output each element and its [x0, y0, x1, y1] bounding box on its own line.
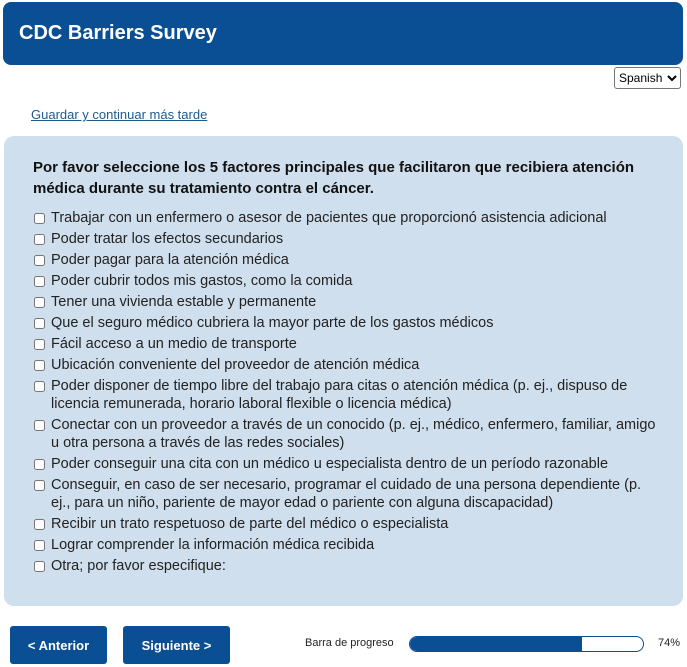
option-checkbox[interactable]: [34, 234, 45, 245]
survey-title: CDC Barriers Survey: [19, 22, 217, 44]
option-item[interactable]: [34, 356, 664, 374]
option-item[interactable]: [34, 377, 664, 413]
options-list: [34, 209, 664, 578]
next-button[interactable]: Siguiente >: [123, 626, 230, 664]
progress-bar: [409, 636, 644, 652]
option-item[interactable]: [34, 416, 664, 452]
option-checkbox[interactable]: [34, 255, 45, 266]
option-item[interactable]: [34, 536, 664, 554]
option-item[interactable]: [34, 455, 664, 473]
option-label: Poder pagar para la atención médica: [51, 252, 289, 268]
option-label: Fácil acceso a un medio de transporte: [51, 336, 297, 352]
progress-percent: 74%: [658, 637, 681, 649]
option-item[interactable]: [34, 515, 664, 533]
option-item[interactable]: [34, 209, 664, 227]
option-item[interactable]: [34, 335, 664, 353]
option-label: Trabajar con un enfermero o asesor de pacientes que proporcionó asistencia adicional: [51, 210, 607, 226]
language-select[interactable]: [614, 67, 681, 89]
option-label: Ubicación conveniente del proveedor de atención médica: [51, 357, 420, 373]
option-label: Conseguir, en caso de ser necesario, programar el cuidado de una persona dependiente (p. ej., para un niño, pariente de mayor edad o pariente con alguna discapacidad): [51, 477, 642, 511]
option-label: Conectar con un proveedor a través de un conocido (p. ej., médico, enfermero, familiar, amigo u otra persona a través de las redes sociales): [51, 417, 656, 451]
option-label: Poder conseguir una cita con un médico u especialista dentro de un período razonable: [51, 456, 609, 472]
option-label: Tener una vivienda estable y permanente: [51, 294, 317, 310]
option-item[interactable]: [34, 272, 664, 290]
option-item[interactable]: [34, 293, 664, 311]
option-item[interactable]: [34, 557, 664, 575]
option-checkbox[interactable]: [34, 213, 45, 224]
option-item[interactable]: [34, 251, 664, 269]
option-label: Recibir un trato respetuoso de parte del médico o especialista: [51, 516, 449, 532]
option-checkbox[interactable]: [34, 360, 45, 371]
option-checkbox[interactable]: [34, 381, 45, 392]
app-header: [3, 2, 683, 65]
option-checkbox[interactable]: [34, 276, 45, 287]
option-checkbox[interactable]: [34, 540, 45, 551]
save-continue-later-link[interactable]: Guardar y continuar más tarde: [31, 107, 208, 122]
option-label: Lograr comprender la información médica recibida: [51, 537, 375, 553]
option-checkbox[interactable]: [34, 339, 45, 350]
option-checkbox[interactable]: [34, 561, 45, 572]
option-item[interactable]: [34, 476, 664, 512]
option-checkbox[interactable]: [34, 420, 45, 431]
option-label: Poder disponer de tiempo libre del trabajo para citas o atención médica (p. ej., dispuso de licencia remunerada, horario laboral flexible o licencia médica): [51, 378, 628, 412]
option-item[interactable]: [34, 314, 664, 332]
previous-button[interactable]: < Anterior: [10, 626, 107, 664]
option-checkbox[interactable]: [34, 318, 45, 329]
question-text: Por favor seleccione los 5 factores principales que facilitaron que recibiera atención médica durante su tratamiento contra el cáncer.: [33, 159, 635, 197]
option-checkbox[interactable]: [34, 480, 45, 491]
question-panel: [4, 136, 683, 606]
option-label: Poder cubrir todos mis gastos, como la comida: [51, 273, 353, 289]
progress-label: Barra de progreso: [305, 637, 394, 649]
option-checkbox[interactable]: [34, 297, 45, 308]
option-label: Otra; por favor especifique:: [51, 558, 226, 574]
option-checkbox[interactable]: [34, 519, 45, 530]
option-label: Que el seguro médico cubriera la mayor parte de los gastos médicos: [51, 315, 494, 331]
option-label: Poder tratar los efectos secundarios: [51, 231, 284, 247]
option-item[interactable]: [34, 230, 664, 248]
option-checkbox[interactable]: [34, 459, 45, 470]
progress-fill: [410, 637, 582, 651]
